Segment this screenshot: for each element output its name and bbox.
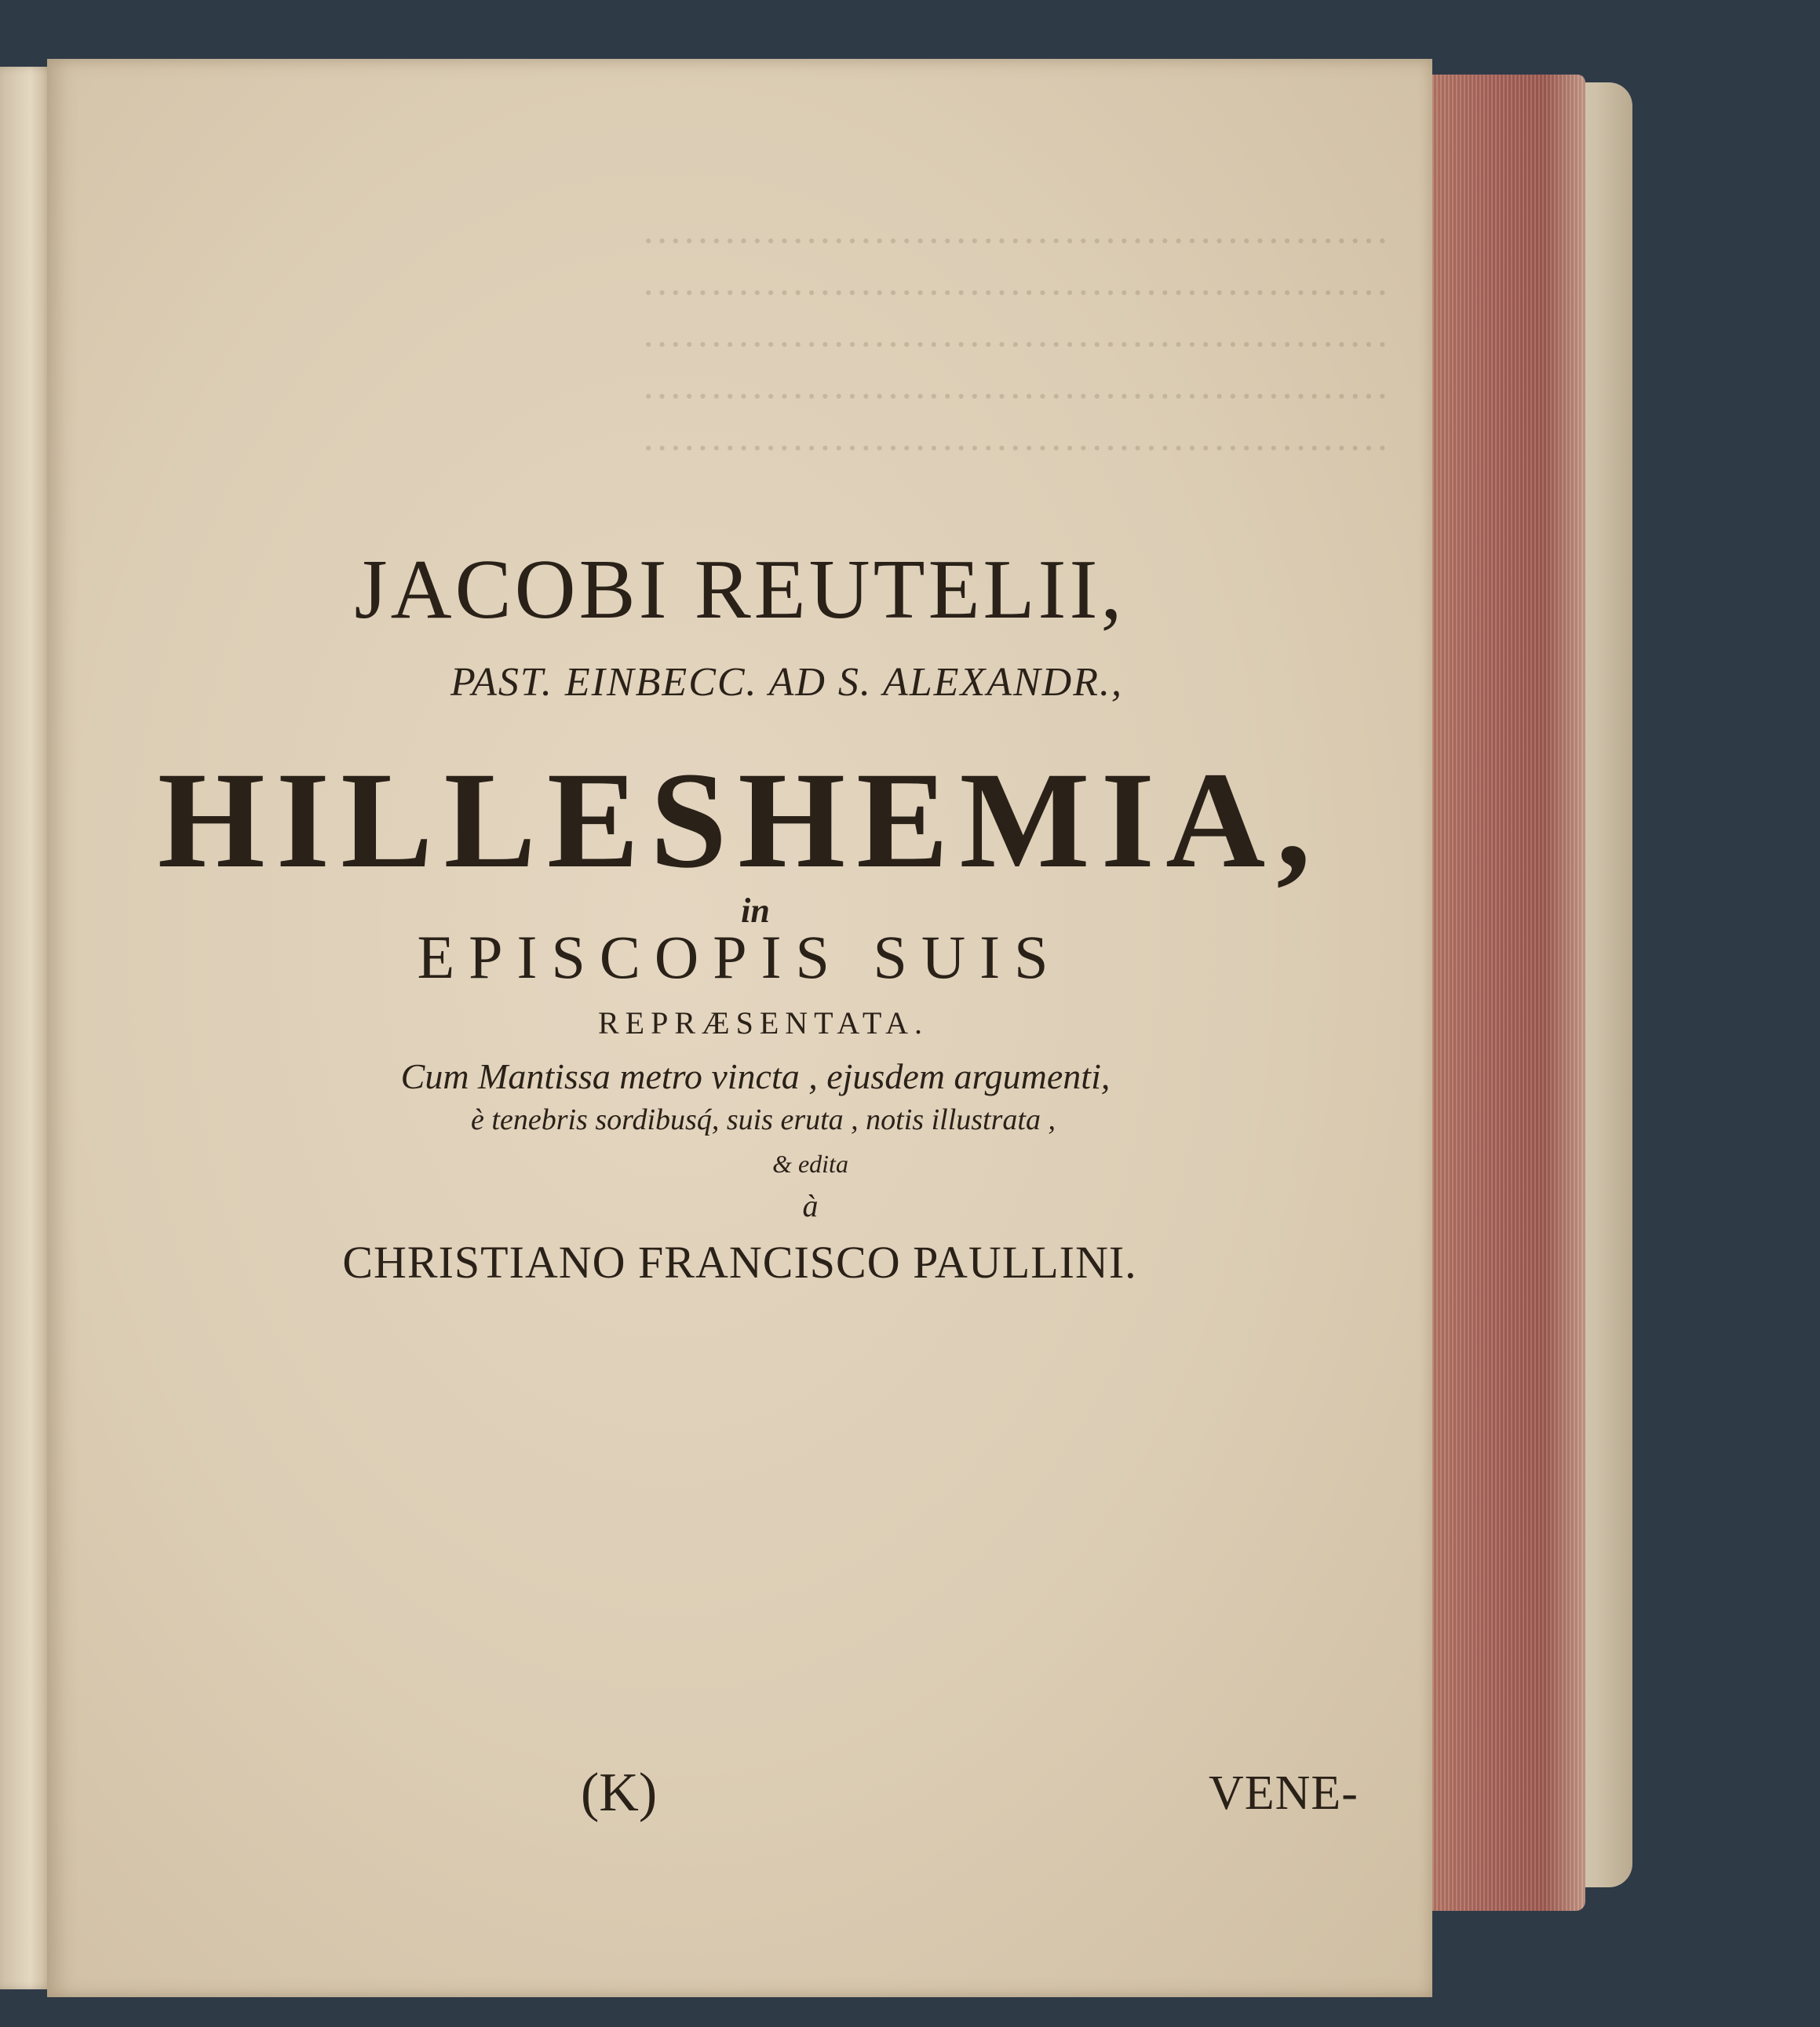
subtitle-verb: REPRÆSENTATA. [598,1005,928,1041]
author-name: JACOBI REUTELII, [354,543,1125,636]
title-page [47,59,1432,1997]
catchword: VENE- [1209,1766,1359,1820]
connector-in: in [741,891,770,930]
show-through-text: ······················································· ······················································· ······················································· ······················································· ······················································· [641,219,1389,471]
subtitle-line: EPISCOPIS SUIS [417,923,1063,991]
edita-line: & edita [772,1150,848,1178]
author-office: PAST. EINBECC. AD S. ALEXANDR., [450,660,1123,705]
mantissa-line: è tenebris sordibusq́, suis eruta , notis illustrata , [471,1103,1056,1136]
page-fore-edge [1421,75,1585,1911]
signature-mark: (K) [581,1763,658,1823]
mantissa-line: Cum Mantissa metro vincta , ejusdem argumenti, [400,1056,1111,1096]
connector-a: à [802,1188,819,1223]
editor-name: CHRISTIANO FRANCISCO PAULLINI. [342,1237,1137,1288]
work-title: HILLESHEMIA, [157,744,1322,897]
